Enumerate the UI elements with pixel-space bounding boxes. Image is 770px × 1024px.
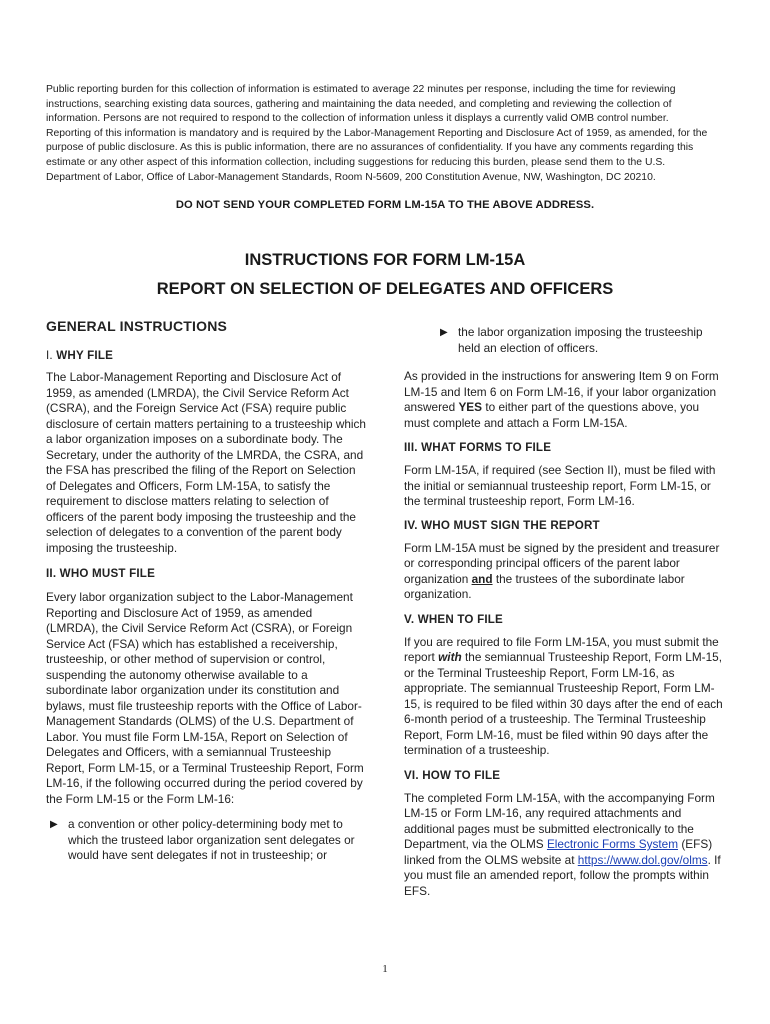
who-must-sign-text-1: Form LM-15A must be signed by the president and treasurer or corresponding principal officers of the parent labor organization	[404, 540, 720, 586]
why-file-heading-text: WHY FILE	[56, 349, 114, 362]
page-title: INSTRUCTIONS FOR FORM LM-15A	[244, 251, 526, 269]
list-item	[46, 817, 366, 864]
who-must-file-heading: II. WHO MUST FILE	[46, 567, 156, 580]
who-must-file-body: Every labor organization subject to the Labor-Management Reporting and Disclosure Act of 1959, as amended (LMRDA), the Civil Service Reform Act (CSRA), or Foreign Service Act (FSA) which has established a receivership, trusteeship, or other method of supervision or control, suspending the autonomy otherwise available to a subordinate labor organization under its constitution and bylaws, must file trusteeship reports with the Office of Labor-Management Standards (OLMS) of the U.S. Department of Labor. You must file Form LM-15A, Report on Selection of Delegates and Officers, with a semiannual Trusteeship Report, Form LM-15, or a Terminal Trusteeship Report, Form LM-16, if the following occurred during the period covered by the Form LM-15 or the Form LM-16:	[46, 590, 364, 806]
who-must-sign-text-2: the trustees of the subordinate labor organization.	[404, 571, 685, 601]
who-must-sign-and: and	[471, 571, 493, 586]
olms-website-link[interactable]: https://www.dol.gov/olms	[577, 852, 708, 867]
bullet-text: a convention or other policy-determining body met to which the trusteed labor organization sent delegates or would have sent delegates if not in trusteeship; or	[68, 817, 355, 862]
how-to-file-text-3: . If you must file an amended report, follow the prompts within EFS.	[404, 852, 721, 898]
how-to-file-text-1: The completed Form LM-15A, with the accompanying Form LM-15 or Form LM-16, any required attachments and additional pages must be submitted electronically to the Department, via the OLMS	[404, 790, 715, 851]
page-number: 1	[382, 963, 388, 975]
when-to-file-body	[404, 635, 726, 759]
followup-yes: YES	[458, 400, 483, 414]
general-instructions-heading: GENERAL INSTRUCTIONS	[46, 318, 228, 334]
followup-text-2: to either part of the questions above, you must complete and attach a Form LM-15A.	[404, 400, 700, 430]
followup-text-1: As provided in the instructions for answering Item 9 on Form LM-15 and Item 6 on Form LM-16, if your labor organization answered	[404, 369, 719, 414]
what-forms-heading: III. WHAT FORMS TO FILE	[404, 441, 552, 454]
how-to-file-body	[404, 791, 726, 900]
what-forms-body: Form LM-15A, if required (see Section II), must be filed with the initial or semiannual trusteeship report, Form LM-15, or the terminal trusteeship report, Form LM-16.	[404, 463, 716, 508]
why-file-body: The Labor-Management Reporting and Disclosure Act of 1959, as amended (LMRDA), the Civil Service Reform Act (CSRA), and the Foreign Service Act (FSA) require public disclosure of certain matters pertaining to a trusteeship which a labor organization imposes on a subordinate body. The Secretary, under the authority of the LMRDA, the CSRA, and the FSA has prescribed the filing of the Report on Selection of Delegates and Officers, Form LM-15A, to satisfy the requirement to disclose matters relating to selection of officers of the parent body imposing the trusteeship and the selection of delegates to a convention of the parent body imposing the trusteeship.	[46, 370, 366, 555]
who-must-sign-heading: IV. WHO MUST SIGN THE REPORT	[404, 518, 600, 532]
left-column	[46, 318, 366, 864]
when-to-file-text-1: If you are required to file Form LM-15A, you must submit the report	[404, 634, 719, 664]
bullet-arrow-icon: ▶	[50, 819, 58, 830]
how-to-file-text-2: (EFS) linked from the OLMS website at	[404, 837, 713, 867]
right-column	[404, 325, 726, 899]
bullet-text: the labor organization imposing the trusteeship held an election of officers.	[458, 325, 703, 355]
why-file-heading-prefix: I.	[46, 349, 53, 362]
when-to-file-text-2: the semiannual Trusteeship Report, Form LM-15, or the Terminal Trusteeship Report, Form LM-16, as appropriate. The semiannual Trusteeship Report, Form LM-15, is required to be filed within 30 days after the end of each 6-month period of a trusteeship. The Terminal Trusteeship Report, Form LM-16, must be filed within 90 days after the termination of a trusteeship.	[404, 650, 723, 757]
bullet-arrow-icon: ▶	[440, 327, 448, 338]
who-must-sign-body	[404, 541, 726, 603]
list-item	[436, 325, 726, 356]
when-to-file-with: with	[438, 650, 462, 664]
when-to-file-heading: V. WHEN TO FILE	[404, 612, 503, 626]
who-must-file-followup	[404, 369, 726, 431]
why-file-heading	[46, 349, 366, 362]
burden-statement: Public reporting burden for this collection of information is estimated to average 22 minutes per response, including the time for reviewing instructions, searching existing data sources, gathering and maintaining the data needed, and completing and reviewing the collection of information. Persons are not required to respond to the collection of information unless it displays a currently valid OMB control number. Reporting of this information is mandatory and is required by the Labor-Management Reporting and Disclosure Act of 1959, as amended, for the purpose of public disclosure. As this is public information, there are no assurances of confidentiality. If you have any comments regarding this estimate or any other aspect of this information collection, including suggestions for reducing this burden, please send them to the U.S. Department of Labor, Office of Labor-Management Standards, Room N-5609, 200 Constitution Avenue, NW, Washington, DC 20210.	[46, 84, 708, 183]
page-subtitle: REPORT ON SELECTION OF DELEGATES AND OFFICERS	[156, 280, 614, 298]
how-to-file-heading: VI. HOW TO FILE	[404, 768, 501, 782]
efs-link[interactable]: Electronic Forms System	[546, 837, 679, 851]
mailing-notice: DO NOT SEND YOUR COMPLETED FORM LM-15A TO THE ABOVE ADDRESS.	[175, 199, 595, 211]
